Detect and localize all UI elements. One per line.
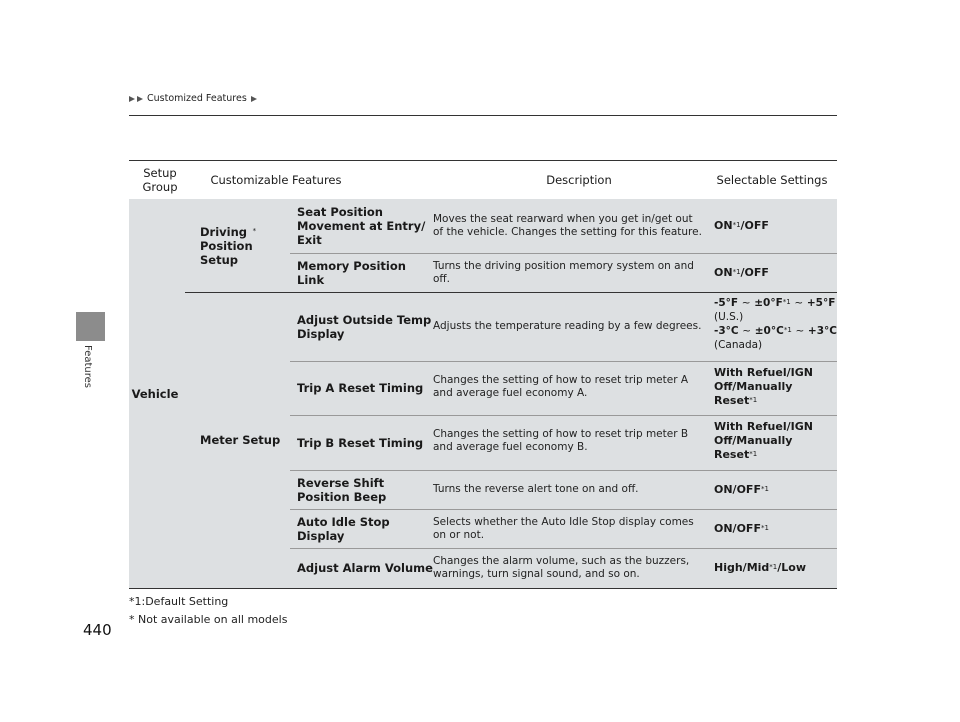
setting-options: With Refuel/IGN Off/Manually Reset [714,366,813,407]
section-tab-marker [76,312,105,341]
feature-trip-b-reset-timing: Trip B Reset Timing [297,435,424,450]
temp-min-canada: -3°C [714,325,739,337]
availability-mark: * [252,227,257,235]
setting-option-low: /Low [777,561,807,574]
setting-value [714,548,837,588]
header-description: Description [546,173,612,187]
setting-value [714,470,837,509]
setting-value [714,361,837,415]
description: Changes the alarm volume, such as the buzzers, warnings, turn signal sound, and so on. [433,555,690,580]
feature-memory-position-link: Memory Position Link [297,258,406,287]
setting-options: ON/OFF [714,521,761,535]
page-number: 440 [83,621,112,639]
description: Selects whether the Auto Idle Stop display comes on or not. [433,515,694,541]
group-vehicle: Vehicle [131,386,179,401]
feature-adjust-alarm-volume: Adjust Alarm Volume [297,561,433,575]
description: Moves the seat rearward when you get in/get out of the vehicle. Changes the setting for this feature. [433,213,702,238]
section-side-label: Features [82,345,93,388]
setting-value [714,292,837,361]
region-label-canada: (Canada) [714,339,763,351]
description: Changes the setting of how to reset trip meter A and average fuel economy A. [433,374,689,399]
range-separator: ~ [742,325,752,337]
description: Adjusts the temperature reading by a few degrees. [433,320,702,332]
feature-trip-a-reset-timing: Trip A Reset Timing [297,381,424,395]
default-mark: *1 [760,523,769,532]
temp-default-us: ±0°F [754,297,783,309]
breadcrumb[interactable] [129,93,257,104]
default-mark: *1 [783,326,792,334]
header-selectable-settings: Selectable Settings [716,173,828,187]
description: Turns the driving position memory system on and off. [433,259,694,285]
subgroup-label: Driving Position Setup [200,225,253,267]
setting-value [714,415,837,470]
default-mark: *1 [732,267,741,276]
setting-options: High/Mid [714,561,770,574]
temp-max-canada: +3°C [807,325,837,337]
feature-auto-idle-stop-display: Auto Idle Stop Display [297,514,390,543]
default-mark: *1 [782,298,791,306]
temp-default-canada: ±0°C [754,325,784,337]
settings-table [129,199,837,589]
header-customizable-features: Customizable Features [210,173,342,187]
description: Changes the setting of how to reset trip meter B and average fuel economy B. [433,428,689,453]
setting-option-off: /OFF [740,265,769,279]
region-label-us: (U.S.) [714,311,744,323]
description: Turns the reverse alert tone on and off. [433,483,639,495]
feature-reverse-shift-position-beep: Reverse Shift Position Beep [297,475,387,504]
setting-option-off: /OFF [740,219,769,232]
setting-options: ON/OFF [714,482,761,496]
breadcrumb-arrow-icon [251,96,257,102]
header-setup-group: Setup Group [142,166,178,194]
table-header [129,160,837,200]
feature-adjust-outside-temp: Adjust Outside Temp Display [297,312,432,341]
range-separator: ~ [794,297,804,309]
breadcrumb-title[interactable]: Customized Features [147,93,247,104]
setting-options: With Refuel/IGN Off/Manually Reset [714,420,813,461]
temp-min-us: -5°F [714,297,739,309]
default-mark: *1 [760,484,769,493]
default-mark: *1 [732,221,741,229]
setting-option-on: ON [714,265,733,279]
breadcrumb-arrow-icon [129,96,135,102]
footnote-default-setting: *1:Default Setting [129,595,229,608]
feature-seat-position-movement: Seat Position Movement at Entry/ Exit [297,205,426,247]
setting-value [714,253,837,292]
setting-option-on: ON [714,219,733,232]
subgroup-meter-setup: Meter Setup [200,433,281,447]
footnote-availability: * Not available on all models [129,613,288,626]
default-mark: *1 [749,396,758,404]
breadcrumb-arrow-icon [137,96,143,102]
default-mark: *1 [769,563,778,571]
default-mark: *1 [749,450,758,458]
range-separator: ~ [741,297,751,309]
setting-value [714,199,837,253]
subgroup-driving-position-setup [200,199,290,292]
temp-max-us: +5°F [806,297,836,309]
range-separator: ~ [795,325,805,337]
header-divider [129,115,837,116]
setting-value [714,509,837,548]
